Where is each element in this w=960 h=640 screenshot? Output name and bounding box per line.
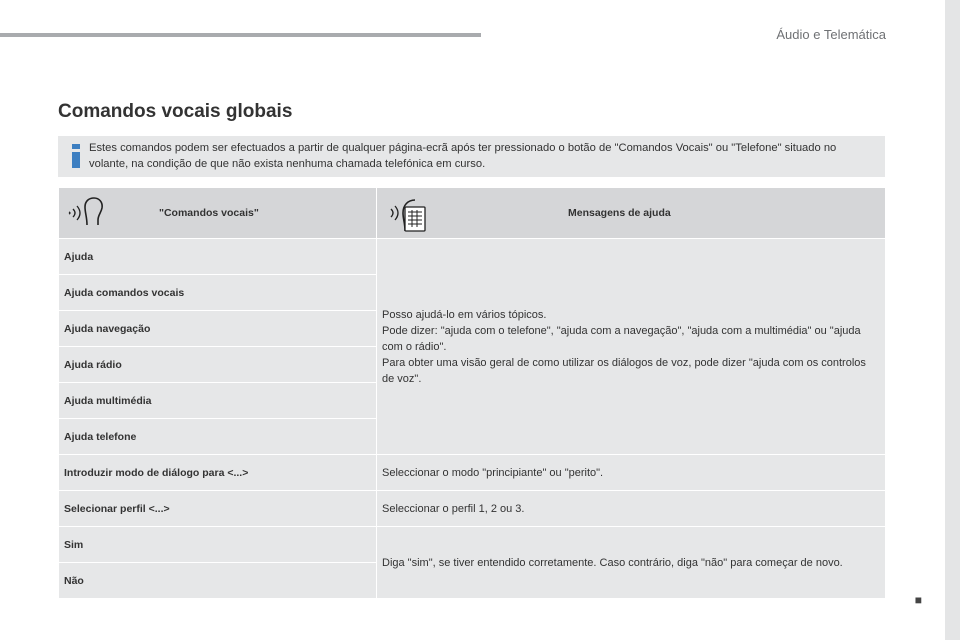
info-icon xyxy=(69,141,83,171)
command-cell: Ajuda telefone xyxy=(59,419,377,455)
table-row xyxy=(59,527,886,563)
response-cell: Seleccionar o modo "principiante" ou "perito". xyxy=(377,455,886,491)
voice-commands-table xyxy=(58,187,886,599)
header-voice-commands-label: "Comandos vocais" xyxy=(159,207,259,219)
right-margin-strip xyxy=(945,0,960,640)
help-message-icon xyxy=(383,195,429,235)
response-cell: Diga "sim", se tiver entendido corretamente. Caso contrário, diga "não" para começar de novo. xyxy=(377,527,886,599)
header-help-messages-label: Mensagens de ajuda xyxy=(568,207,671,219)
command-cell: Ajuda rádio xyxy=(59,347,377,383)
command-cell: Não xyxy=(59,563,377,599)
response-cell: Seleccionar o perfil 1, 2 ou 3. xyxy=(377,491,886,527)
response-cell xyxy=(377,239,886,455)
page-marker: ■ xyxy=(914,593,922,607)
table-row xyxy=(59,239,886,275)
header-bar xyxy=(0,33,481,37)
command-cell: Selecionar perfil <...> xyxy=(59,491,377,527)
table-row xyxy=(59,491,886,527)
command-cell: Introduzir modo de diálogo para <...> xyxy=(59,455,377,491)
help-response-text: Posso ajudá-lo em vários tópicos. Pode dizer: "ajuda com o telefone", "ajuda com a navegação", "ajuda com a multimédia" ou "ajuda com o rádio". Para obter uma visão geral de como utilizar os diálogos de voz, pode dizer "ajuda com os controlos de voz". xyxy=(382,308,866,385)
header-help-messages xyxy=(377,188,886,239)
command-cell: Ajuda xyxy=(59,239,377,275)
info-text: Estes comandos podem ser efectuados a partir de qualquer página-ecrã após ter pressionado o botão de "Comandos Vocais" ou "Telefone" situado no volante, na condição de que não exista nenhuma chamada telefónica em curso. xyxy=(89,142,837,170)
table-row xyxy=(59,455,886,491)
info-box xyxy=(58,136,885,177)
command-cell: Sim xyxy=(59,527,377,563)
header-voice-commands xyxy=(59,188,377,239)
chapter-title: Áudio e Telemática xyxy=(776,27,886,42)
command-cell: Ajuda comandos vocais xyxy=(59,275,377,311)
section-title: Comandos vocais globais xyxy=(58,101,293,122)
voice-command-icon xyxy=(65,195,105,231)
command-cell: Ajuda multimédia xyxy=(59,383,377,419)
command-cell: Ajuda navegação xyxy=(59,311,377,347)
table-header-row xyxy=(59,188,886,239)
